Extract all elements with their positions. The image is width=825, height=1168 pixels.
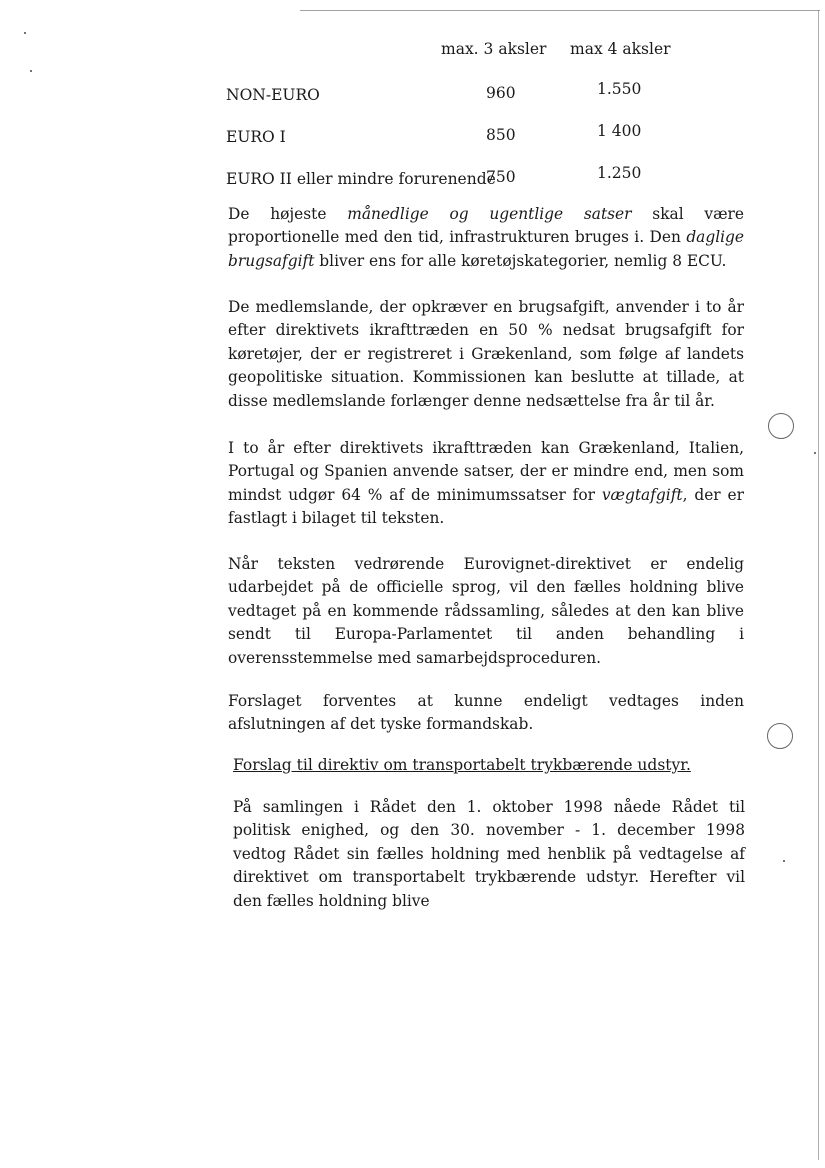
- paragraph-text: bliver ens for alle køretøjskategorier, nemlig 8 ECU.: [314, 251, 727, 270]
- punch-hole-icon: [767, 723, 793, 749]
- table-header-max4: max 4 aksler: [570, 40, 671, 58]
- paragraph-italic: vægtafgift: [601, 485, 683, 504]
- table-cell-max3: 960: [486, 84, 516, 102]
- scan-speck: [30, 70, 32, 72]
- paragraph-italic: månedlige og ugentlige satser: [347, 205, 632, 223]
- scan-speck: [783, 860, 785, 862]
- table-row: [226, 122, 706, 152]
- paragraph-italic: daglige brugsafgift: [228, 228, 744, 270]
- table-cell-max3: 850: [486, 126, 516, 144]
- scan-speck: [814, 452, 816, 454]
- section-heading: Forslag til direktiv om transportabelt trykbærende udstyr.: [233, 756, 691, 774]
- paragraph-eurovignette: Når teksten vedrørende Eurovignet-direktivet er endelig udarbejdet på de officielle sprog, vil den fælles holdning blive vedtaget på en kommende rådssamling, således at den kan blive sendt til Europa-Parlamentet til anden behandling i overensstemmelse med samarbejdsproceduren.: [228, 555, 744, 667]
- paragraph-pressure-equipment: På samlingen i Rådet den 1. oktober 1998 nåede Rådet til politisk enighed, og den 30. november - 1. december 1998 vedtog Rådet sin fælles holdning med henblik på vedtagelse af direktivet om transportabelt trykbærende udstyr. Herefter vil den fælles holdning blive: [233, 798, 745, 910]
- table-row: [226, 164, 706, 194]
- punch-hole-icon: [768, 413, 794, 439]
- paragraph-text: skal være proportionelle med den tid, infrastrukturen bruges i. Den: [228, 205, 745, 247]
- paragraph-rates: [228, 203, 744, 273]
- scan-edge-right: [818, 10, 819, 1160]
- table-row: [226, 80, 706, 110]
- table-cell-category: EURO II eller mindre forurenende: [226, 170, 496, 188]
- table-cell-max3: 750: [486, 168, 516, 186]
- table-cell-max4: 1 400: [597, 122, 642, 140]
- table-cell-category: NON-EURO: [226, 86, 320, 104]
- paragraph-text: I to år efter direktivets ikrafttræden kan Grækenland, Italien, Portugal og Spanien anvende satser, der er mindre end, men som mindst udgør 64 % af de minimumssatser for: [228, 439, 744, 504]
- paragraph-transition-rates: [228, 437, 744, 531]
- scan-speck: [24, 32, 26, 34]
- table-header-max3: max. 3 aksler: [441, 40, 547, 58]
- scan-edge-top: [300, 10, 820, 11]
- paragraph-adoption: Forslaget forventes at kunne endeligt vedtages inden afslutningen af det tyske formandskab.: [228, 692, 744, 734]
- paragraph-text: , der er fastlagt i bilaget til teksten.: [228, 485, 744, 528]
- table-cell-category: EURO I: [226, 128, 286, 146]
- paragraph-greece-reduction: De medlemslande, der opkræver en brugsafgift, anvender i to år efter direktivets ikrafttræden en 50 % nedsat brugsafgift for køretøjer, der er registreret i Grækenland, som følge af landets geopolitiske situation. Kommissionen kan beslutte at tillade, at disse medlemslande forlænger denne nedsættelse fra år til år.: [228, 298, 744, 410]
- paragraph-text: De højeste: [228, 205, 348, 223]
- table-cell-max4: 1.250: [597, 164, 642, 182]
- table-cell-max4: 1.550: [597, 80, 642, 98]
